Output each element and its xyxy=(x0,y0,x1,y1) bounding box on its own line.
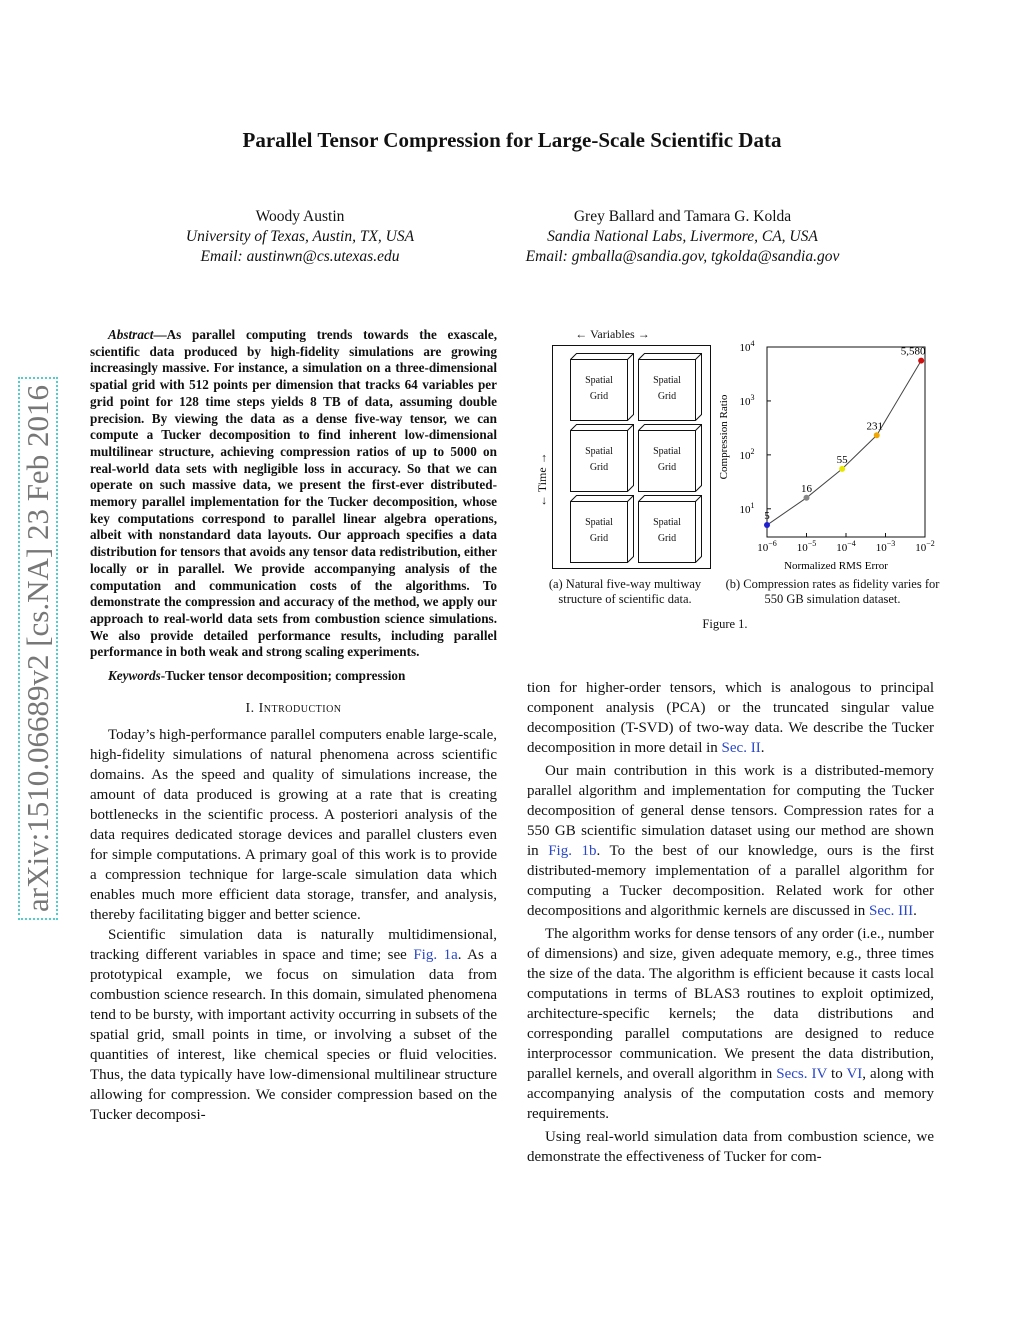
paragraph xyxy=(527,678,934,758)
data-point xyxy=(764,522,770,528)
y-tick-label: $10^3$ xyxy=(739,392,755,408)
paragraph xyxy=(527,924,934,1124)
author-block-1 xyxy=(130,207,470,267)
data-point xyxy=(918,358,924,364)
spatial-grid-cell xyxy=(570,430,628,492)
sec-vi-link[interactable]: VI xyxy=(846,1066,863,1082)
data-label: 5 xyxy=(764,510,770,523)
keywords-text: -Tucker tensor decomposition; compression xyxy=(160,668,406,684)
author-name: Grey Ballard and Tamara G. Kolda xyxy=(573,208,792,225)
y-tick-label: $10^1$ xyxy=(739,500,755,516)
text-run: . xyxy=(760,740,765,756)
cell-label-line1: Spatial xyxy=(585,375,613,386)
panel-a-top-label: ← Variables → xyxy=(575,327,650,341)
data-label: 5,580 xyxy=(900,345,926,358)
sec-ii-link[interactable]: Sec. II xyxy=(721,740,761,756)
y-axis-label: Compression Ratio xyxy=(718,394,730,480)
paragraph xyxy=(527,761,934,921)
abstract-text: —As parallel computing trends towards the exascale, scientific data produced by high-fidelity simulations are growing increasingly massive. For instance, a simulation on a three-dimensional spatial grid with 512 points per dimension that tracks 64 variables per grid point for 128 time steps yields 8 TB of data, assuming double precision. By viewing the data as a dense five-way tensor, we can compute a Tucker decomposition to find inherent low-dimensional multilinear structure, achieving compression ratios of up to 5000 on real-world data sets with negligible loss in accuracy. So that we can operate on such massive data, we present the first-ever distributed-memory parallel implementation for the Tucker decomposition, whose key computations correspond to parallel linear algebra operations, albeit with nonstandard data layouts. Our approach specifies a data distribution for tensors that avoids any tensor data redistribution, either locally or in parallel. We provide accompanying analysis of the computation and communication costs of the algorithms. To demonstrate the compression and accuracy of the method, we apply our approach to real-world data sets from combustion science simulations. We also provide detailed performance results, including parallel performance in both weak and strong scaling experiments. xyxy=(90,327,497,660)
author-name: Woody Austin xyxy=(255,208,345,225)
data-point xyxy=(839,466,845,472)
text-run: . To the best of our knowledge, ours is the first distributed-memory implementation of a parallel algorithm for computing a Tucker decomposition. Related work for other decompositions and algorithmic kernels are discussed in xyxy=(527,843,934,919)
author-email: Email: austinwn@cs.utexas.edu xyxy=(200,248,400,265)
x-tick-label: $10^{-2}$ xyxy=(915,539,935,554)
cell-label-line1: Spatial xyxy=(585,446,613,457)
y-tick-label: $10^4$ xyxy=(739,339,755,354)
cube-outline xyxy=(638,424,702,492)
text-run: . As a prototypical example, we focus on simulation data from combustion science research. In this domain, simulated phenomena tend to be bursty, with important activity occurring in subsets of the spatial grid, small points in time, or involving a subset of the quantities of interest, like chemical species or fluid velocities. Thus, the data typically have low-dimensional multilinear structure allowing for compression. We consider compression based on the Tucker decomposi- xyxy=(90,946,497,1123)
text-run: . xyxy=(913,903,917,919)
fig-1b-link[interactable]: Fig. 1b xyxy=(548,843,597,859)
cell-label-line1: Spatial xyxy=(653,517,681,528)
panel-a-side-label: ← Time → xyxy=(535,452,549,507)
section-number: I. xyxy=(245,700,255,716)
panel-a-caption: (a) Natural five-way multiway structure of scientific data. xyxy=(548,577,702,606)
text-run: , along with accompanying analysis of the computation costs and memory requirements. xyxy=(527,1066,934,1122)
spatial-grid-cell xyxy=(570,359,628,421)
text-run: tion for higher-order tensors, which is analogous to principal component analysis (PCA) or the truncated singular value decomposition (T-SVD) of two-way data. We describe the Tucker decomposition in more detail in xyxy=(527,680,934,756)
cell-label-line2: Grid xyxy=(657,533,677,544)
cell-label-line1: Spatial xyxy=(585,517,613,528)
data-point xyxy=(874,432,880,438)
cube-outline xyxy=(638,495,702,563)
figure-1 xyxy=(515,327,945,637)
x-tick-label: $10^{-3}$ xyxy=(875,539,896,554)
data-label: 16 xyxy=(801,482,812,495)
sec-iii-link[interactable]: Sec. III xyxy=(869,903,914,919)
spatial-grid-cell xyxy=(570,501,628,563)
cell-label-line2: Grid xyxy=(589,533,609,544)
author-block-2 xyxy=(480,207,885,267)
series-line xyxy=(767,361,921,525)
text-run: to xyxy=(827,1066,847,1082)
author-email: Email: gmballa@sandia.gov, tgkolda@sandia.gov xyxy=(525,248,840,265)
data-label: 231 xyxy=(866,420,883,433)
keywords-label: Keywords xyxy=(108,668,161,684)
panel-b-caption: (b) Compression rates as fidelity varies for 550 GB simulation dataset. xyxy=(725,577,940,606)
cell-label-line1: Spatial xyxy=(653,446,681,457)
keywords xyxy=(90,668,497,685)
cube-outline xyxy=(570,353,634,421)
cell-label-line2: Grid xyxy=(657,462,677,473)
section-title: Introduction xyxy=(258,700,342,716)
fig-1a-link[interactable]: Fig. 1a xyxy=(413,946,458,963)
text-run: The algorithm works for dense tensors of any order (i.e., number of dimensions) and size, given adequate memory, e.g., three times the size of the data. The algorithm is efficient because it casts local computations in terms of BLAS3 routines to exploit optimized, architecture-specific kernels; the data distributions and corresponding parallel computations are designed to reduce interprocessor communication. We present the data distribution, parallel kernels, and overall algorithm in xyxy=(527,926,934,1082)
paragraph: Using real-world simulation data from combustion science, we demonstrate the effectiveness of Tucker for com- xyxy=(527,1129,934,1165)
cube-outline xyxy=(638,353,702,421)
x-tick-label: $10^{-5}$ xyxy=(796,539,817,554)
abstract xyxy=(90,327,497,661)
section-heading xyxy=(90,701,497,717)
figure-caption: Figure 1. xyxy=(702,617,748,631)
left-column xyxy=(90,327,497,1125)
spatial-grid-cell xyxy=(638,359,696,421)
cube-outline xyxy=(570,495,634,563)
compression-chart xyxy=(710,327,945,577)
cube-outline xyxy=(570,424,634,492)
x-tick-label: $10^{-6}$ xyxy=(757,539,777,554)
spatial-grid-cell xyxy=(638,430,696,492)
cell-label-line1: Spatial xyxy=(653,375,681,386)
data-point xyxy=(804,495,810,501)
secs-iv-link[interactable]: Secs. IV xyxy=(776,1066,828,1082)
spatial-grid-cell xyxy=(638,501,696,563)
abstract-label: Abstract xyxy=(108,327,154,342)
right-column xyxy=(527,678,934,1167)
y-tick-label: $10^2$ xyxy=(739,446,755,462)
author-affiliation: Sandia National Labs, Livermore, CA, USA xyxy=(547,228,818,245)
arxiv-id: arXiv:1510.06689v2 [cs.NA] 23 Feb 2016 xyxy=(18,377,58,920)
cell-label-line2: Grid xyxy=(589,462,609,473)
panel-a-side-label-wrap xyxy=(535,427,551,507)
intro-text xyxy=(90,725,497,1125)
paragraph xyxy=(90,925,497,1125)
text-run: Our main contribution in this work is a distributed-memory parallel algorithm and implementation for computing the Tucker decomposition of general dense tensors. Compression rates for a 550 GB scientific simulation dataset using our method are shown in xyxy=(527,763,934,859)
cell-label-line2: Grid xyxy=(657,391,677,402)
paragraph: Today’s high-performance parallel computers enable large-scale, high-fidelity simulations of natural phenomena across scientific domains. As the speed and quality of simulations increase, the amount of data produced is growing at a rate that is creating bottlenecks in the scientific process. A posteriori analysis of the data requires dedicated storage devices and parallel clusters even for simple computations. A primary goal of this work is to provide a compression technique for large-scale simulation data which enables much more efficient data storage, transfer, and analysis, thereby facilitating bigger and better science. xyxy=(90,726,497,923)
x-axis-label: Normalized RMS Error xyxy=(784,560,888,572)
author-affiliation: University of Texas, Austin, TX, USA xyxy=(185,228,415,245)
cell-label-line2: Grid xyxy=(589,391,609,402)
x-tick-label: $10^{-4}$ xyxy=(836,539,856,554)
text-run: Scientific simulation data is naturally multidimensional, tracking different variables in space and time; see xyxy=(90,926,497,963)
data-label: 55 xyxy=(836,453,848,466)
arxiv-stamp xyxy=(18,320,68,920)
paper-title: Parallel Tensor Compression for Large-Scale Scientific Data xyxy=(242,128,782,152)
